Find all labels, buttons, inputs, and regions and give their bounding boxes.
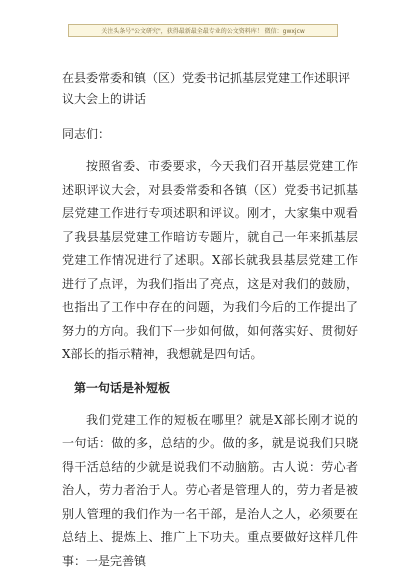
salutation: 同志们： <box>62 127 111 141</box>
section-heading: 第一句话是补短板 <box>74 380 171 395</box>
document-title: 在县委常委和镇（区）党委书记抓基层党建工作述职评议大会上的讲话 <box>62 71 351 106</box>
header-banner: 关注头条号"公文研究"，获得最新最全最专业的公文资料库！ 微信：gwxjcw <box>68 24 338 37</box>
section-paragraph: 我们党建工作的短板在哪里？就是X部长刚才说的一句话：做的多，总结的少。做的多，就是说我们只晓得干活总结的少就是说我们不动脑筋。古人说：劳心者治人，劳力者治于人。劳心者是管理人的，劳力者是被别人管理的我们作为一名干部，是治人之人，必须要在总结上、提炼上、推广上下功夫。重点要做好这样几件事：一是完善镇 <box>62 412 358 568</box>
intro-paragraph: 按照省委、市委要求，今天我们召开基层党建工作述职评议大会，对县委常委和各镇（区）党委书记抓基层党建工作进行专项述职和评议。刚才，大家集中观看了我县基层党建工作暗访专题片，就自己一年来抓基层党建工作情况进行了述职。X部长就我县基层党建工作进行了点评，为我们指出了亮点，这是对我们的鼓励，也指出了工作中存在的问题，为我们今后的工作提出了努力的方向。我们下一步如何做，如何落实好、贯彻好X部长的指示精神，我想就是四句话。 <box>62 159 358 361</box>
document-body <box>62 68 358 573</box>
